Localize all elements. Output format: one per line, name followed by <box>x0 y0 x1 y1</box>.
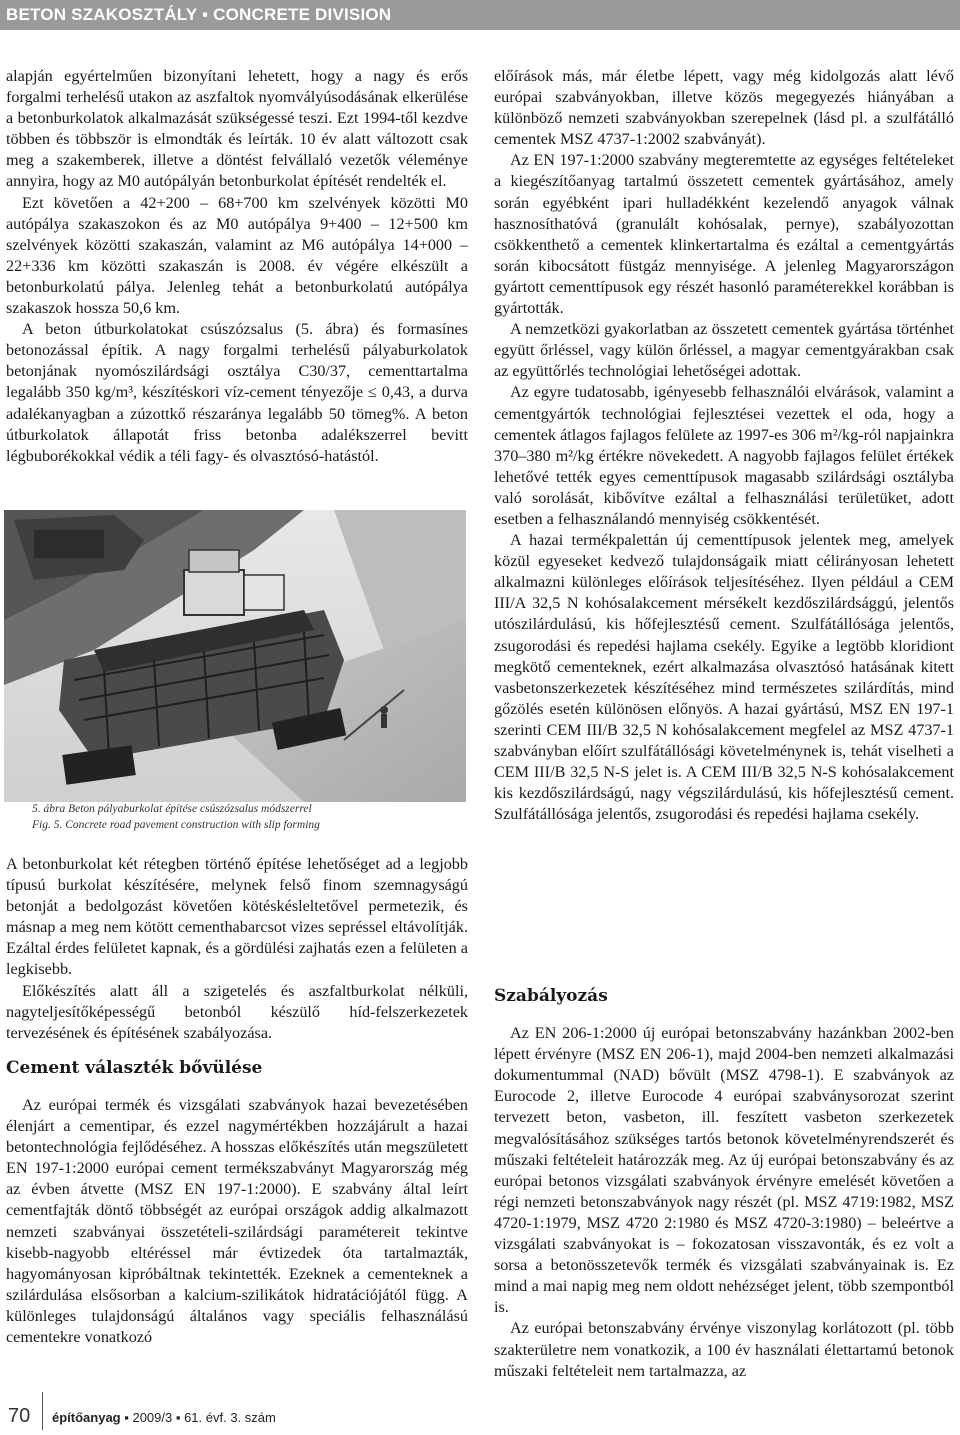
section-title: BETON SZAKOSZTÁLY ▪ CONCRETE DIVISION <box>6 5 392 24</box>
page-header-bar <box>0 0 960 30</box>
paragraph: Az EN 206-1:2000 új európai betonszabvány hazánkban 2002-ben lépett érvényre (MSZ EN 206-1), majd 2004-ben nemzeti alkalmazási dokumentummal (NAD) bővült (MSZ 4798-1). E szabványok az Eurocode 2, illetve Eurocode 4 európai szabványsorozat szerint tervezett beton, vasbeton, ill. feszített vasbeton szerkezetek megvalósításához szükséges tartós betonok követelményrendszerét és műszaki feltételeit határozzák meg. Az új európai betonszabvány és az európai betonos vizsgálati szabványok érvényre emelését követően a régi nemzeti betonszabványok nagy részét (pl. MSZ 4719:1982, MSZ 4720-1:1979, MSZ 4720 2:1980 és MSZ 4720-3:1980) – beleértve a vizsgálati szabványokat is – fokozatosan visszavonták, és ez volt a sorsa a betonösszetevők termék és vizsgálati szabványainak is. Ez mind a mai napig meg nem oldott nehézséget jelent, több szempontból is. <box>494 1024 954 1317</box>
paragraph: A hazai termékpalettán új cementtípusok jelentek meg, amelyek közül egyeseket kedvező tulajdonságaik miatt célirányosan lehetett alkalmazni különleges előírások teljesítéséhez. Ilyen például a CEM III/A 32,5 N kohósalakcement mérsékelt kezdőszilárdsággú, jelentős utószilárdulású, kis hőfejlesztésű cement. Szulfátállósága jelentős, zsugorodási és repedési hajlama csekély. Egyike a legtöbb kloridiont megkötő cementeknek, ezért alkalmazása olvasztósó hatásának kitett vasbetonszerkezetek készítéséhez mind természetes szilárdítás, mind gőzölés esetén különösen előnyös. A hazai gyártású, MSZ EN 197-1 szerinti CEM III/B 32,5 N kohósalakcement megfelel az MSZ 4737-1 szabványban előírt szulfátállósági követelménynek is, tehát viselheti a CEM III/B 32,5 N-S jelet is. A CEM III/B 32,5 N-S kohósalakcement kis kezdőszilárdságú, nagy végszilárdulású, kis hőfejlesztésű cement. Szulfátállósága jelentős, zsugorodási és repedési hajlama csekély. <box>494 531 954 824</box>
journal-name: építőanyag <box>52 1410 121 1425</box>
paragraph: alapján egyértelműen bizonyítani lehetett, hogy a nagy és erős forgalmi terhelésű utakon az aszfaltok nyomvályúsodásának elkerülése a betonburkolatok alkalmazását szükségessé teszi. Ezt 1994-től kezdve többen és többször is elmondták és leírták. 10 év alatt változott csak meg a szakemberek, illetve a döntést felvállaló vezetők véleménye annyira, hogy az M0 autópályán betonburkolat építését rendelték el. <box>6 67 468 191</box>
journal-issue: ▪ 2009/3 ▪ 61. évf. 3. szám <box>124 1410 276 1425</box>
paragraph: Az európai termék és vizsgálati szabványok hazai bevezetésében élenjárt a cementipar, és ezzel nagymértékben hozzájárult a hazai betontechnológia fejlődéséhez. A hosszas előkészítés után megszületett EN 197-1:2000 európai cement termékszabványt Magyarország még az évben átvette (MSZ EN 197-1:2000). E szabvány által leírt cementfajták döntő többségét az európai országok addig alkalmazott nemzeti szabványai összetételi-szilárdsági paramétereit tekintve kisebb-nagyobb eltéréssel már évtizedek óta tartalmazták, hagyományosan kipróbáltnak tekintették. Ezeknek a cementeknek a szilárdulása elsősorban a kalcium-szilikátok hidratációjától függ. A különleges tulajdonságú általános vagy speciális felhasználású cementekre vonatkozó <box>6 1095 468 1346</box>
footer-divider <box>42 1392 43 1430</box>
paragraph: Ezt követően a 42+200 – 68+700 km szelvények közötti M0 autópálya szakaszokon és az M0 autópálya 9+400 – 12+500 km szelvények közötti szakaszán, valamint az M6 autópálya 14+000 – 22+336 km közötti szakaszán is 2008. év végére elkészült a betonburkolatú pálya. Jelenleg tehát a betonburkolatú autópálya szakaszok hossza 50,6 km. <box>6 193 468 318</box>
paragraph: előírások más, már életbe lépett, vagy még kidolgozás alatt lévő európai szabványokban, illetve közös megegyezés hiányában a különböző nemzeti szabványokban szerepelnek (lásd pl. a szulfátálló cementek MSZ 4737-1:2002 szabványát). <box>494 67 954 149</box>
paragraph: Az EN 197-1:2000 szabvány megteremtette az egységes feltételeket a kiegészítőanyag tartalmú összetett cementek gyártásához, amely során egyébként ipari hulladékként kezelendő anyagok válnak hasznosíthatóvá (granulált kohósalak, pernye), szabályozottan csökkenthető a cementek klinkertartalma és ezáltal a cementgyártás során kibocsátott füstgáz mennyisége. A jelenleg Magyarországon gyártott cementtípusok egy részét hasonló paraméterekkel korábban is gyártották. <box>494 151 954 318</box>
figure-caption-en: Fig. 5. Concrete road pavement construction with slip forming <box>32 819 320 831</box>
right-column-bottom <box>494 972 954 1382</box>
right-column-top <box>494 66 954 825</box>
paragraph: Előkészítés alatt áll a szigetelés és aszfaltburkolat nélküli, nagyteljesítőképességű betonból készülő híd-felszerkezetek tervezésének és építésének szabályozása. <box>6 981 468 1042</box>
paragraph: Az egyre tudatosabb, igényesebb felhasználói elvárások, valamint a cementgyártók technológiai fejlesztései vezettek el oda, hogy a cementek átlagos fajlagos felülete az 1997-es 306 m²/kg-ról napjainkra 370–380 m²/kg értékre növekedett. A nagyobb fajlagos felület értékek lehetővé tették egyes cementtípusok magasabb szilárdsági osztályba való sorolását, kibővítve ezáltal a felhasználási területüket, adott esetben a felhasználandó mennyiség csökkentését. <box>494 383 954 528</box>
paragraph: A nemzetközi gyakorlatban az összetett cementek gyártása történhet együtt őrléssel, vagy külön őrléssel, a magyar cementgyárakban csak az együttőrlés technológiai lehetőségei adottak. <box>494 320 954 381</box>
paragraph: A beton útburkolatokat csúszózsalus (5. ábra) és formasínes betonozással építik. A nagy forgalmi terhelésű pályaburkolatok betonjának nyomószilárdsági osztálya C30/37, cementtartalma legalább 350 kg/m³, készítéskori víz-cement tényezője ≤ 0,43, a durva adalékanyagban a zúzottkő részaránya legalább 50 tömeg%. A beton útburkolatok állapotát friss betonba adalékszerrel bevitt légbuborékokkal védik a téli fagy- és olvasztósó-hatástól. <box>6 320 468 465</box>
figure-photo <box>4 510 466 802</box>
paragraph: Az európai betonszabvány érvénye viszonylag korlátozott (pl. több szakterületre nem vonatkozik, a 100 év használati élettartamú betonok műszaki feltételeit nem tartalmazza, az <box>494 1319 954 1380</box>
left-column-top <box>6 66 468 467</box>
footer-journal <box>52 1410 276 1425</box>
paragraph: A betonburkolat két rétegben történő építése lehetőséget ad a legjobb típusú burkolat készítésére, melynek felső finom szemnagyságú betonját a bedolgozást követően kötéskésleltetővel permetezik, és másnap a meg nem kötött cementhabarcsot vizes sepréssel eltávolítják. Ezáltal érdes felületet kapnak, és a gördülési zajhatás ezen a felületen a legkisebb. <box>6 855 468 979</box>
left-column-bottom <box>6 854 468 1348</box>
section-heading: Cement választék bővülése <box>6 1057 263 1078</box>
slipform-paver-photo <box>4 510 466 802</box>
section-heading: Szabályozás <box>494 986 608 1006</box>
figure-caption-hu: 5. ábra Beton pályaburkolat építése csúszózsalus módszerrel <box>32 803 312 815</box>
page-number: 70 <box>8 1405 31 1427</box>
